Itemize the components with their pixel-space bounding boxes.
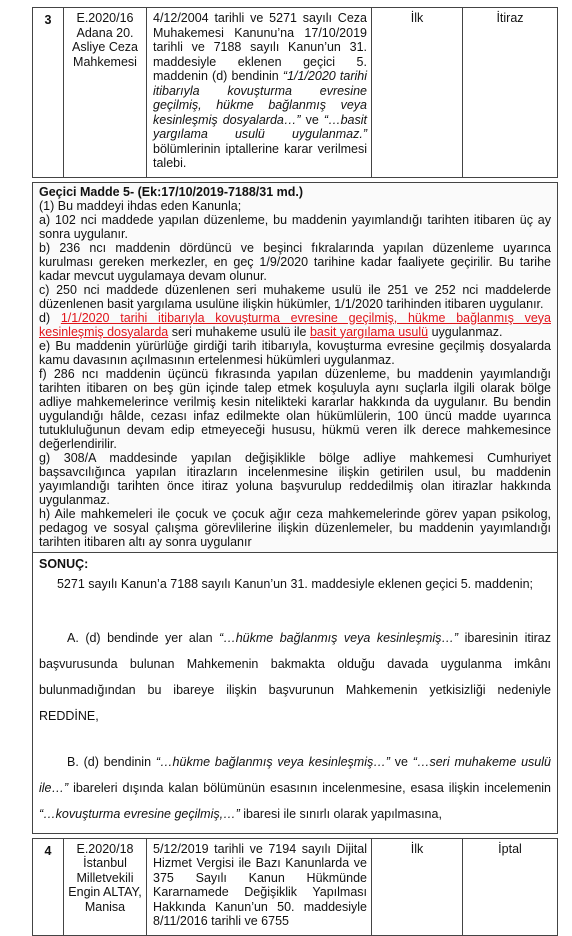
desc-text: bölümlerinin iptallerine karar verilmesi talebi.	[153, 141, 367, 170]
article-item-d	[39, 311, 551, 339]
case-decision: İptal	[463, 838, 558, 935]
case-number: 3	[33, 8, 64, 178]
conclusion-section	[32, 553, 558, 834]
case-result: İlk	[372, 838, 463, 935]
case-court: E.2020/18 İstanbul Milletvekili Engin ALTAY, Manisa	[64, 838, 147, 935]
document-page	[32, 7, 558, 936]
conclusion-heading: SONUÇ:	[39, 556, 89, 571]
case-row-4	[32, 838, 558, 936]
case-number: 4	[33, 838, 64, 935]
article-item-g: g) 308/A maddesinde yapılan değişiklikle bölge adliye mahkemesi Cumhuriyet başsavcılığınca yapılan itirazların incelenmesine ilişkin getirilen usul, bu maddenin yayımlandığı tarihten önce itiraz yoluna başvurulup reddedilmiş olan itirazlar hakkında uygulanmaz.	[39, 450, 551, 507]
case-description: 5/12/2019 tarihli ve 7194 sayılı Dijital Hizmet Vergisi ile Bazı Kanunlarda ve 375 Sayılı Kanun Hükmünde Kararnamede Değişiklik Yapılması Hakkında Kanun’un 50. maddesiyle 8/11/2016 tarihli ve 6755	[147, 838, 372, 935]
conclusion-text: B. (d) bendinin	[67, 754, 156, 769]
item-d-text: uygulanmaz.	[428, 324, 503, 339]
highlighted-text: basit yargılama usulü	[309, 324, 429, 339]
article-item-f: f) 286 ncı maddenin üçüncü fıkrasında yapılan düzenleme, bu maddenin yayımlandığı tarihten itibaren on beş gün içinde talep etmek koşuluyla aynı suçlarla ilgili olarak bölge adliye mahkemelerince verilmiş kesin nitelikteki kararlar hakkında da uygulanır. Bu bendin uygulandığı hâlde, cezası infaz edilmekte olan hükümlülerin, 100 üncü madde uyarınca tutukluluğunun devam edip etmeyeceği hususu, hükmü veren ilk derece mahkemesince değerlendirilir.	[39, 366, 551, 451]
case-court: E.2020/16 Adana 20. Asliye Ceza Mahkemesi	[64, 8, 147, 178]
desc-quote: “…basit yargılama usulü uygulanmaz.”	[153, 112, 367, 141]
item-d-label: d)	[39, 310, 61, 325]
desc-text: ve	[300, 112, 324, 127]
article-item-c: c) 250 nci maddede düzenlenen seri muhakeme usulü ile 251 ve 252 nci maddelerde düzenlenen basit yargılama usulüne ilişkin hükümler, 1/1/2020 tarihinden itibaren uygulanır.	[39, 282, 551, 311]
case-row-3	[32, 7, 558, 178]
article-title: Geçici Madde 5- (Ek:17/10/2019-7188/31 md.)	[39, 184, 304, 199]
conclusion-text: ibaresi ile sınırlı olarak yapılmasına,	[239, 806, 442, 821]
article-text	[32, 182, 558, 553]
case-description	[147, 8, 372, 178]
conclusion-quote: “…hükme bağlanmış veya kesinleşmiş…”	[219, 630, 459, 645]
conclusion-text: ve	[389, 754, 413, 769]
desc-text: 4/12/2004 tarihli ve 5271 sayılı Ceza Muhakemesi Kanunu’na 17/10/2019 tarihli ve 7188 sayılı Kanun’un 31. maddesiyle eklenen geçici 5. maddenin (d) bendinin	[153, 11, 367, 83]
article-item-a: a) 102 nci maddede yapılan düzenleme, bu maddenin yayımlandığı tarihten itibaren üç ay sonra uygulanır.	[39, 212, 551, 241]
article-item-e: e) Bu maddenin yürürlüğe girdiği tarih itibarıyla, kovuşturma evresine geçilmiş dosyalarda kamu davasının açılmasının ertelenmesi hükümleri uygulanmaz.	[39, 338, 551, 367]
highlighted-text: 1/1/2020 tarihi itibarıyla kovuşturma evresine geçilmiş, hükme bağlanmış veya kesinleşmiş dosyalarda	[39, 310, 551, 339]
item-d-text: seri muhakeme usulü ile	[168, 324, 310, 339]
article-item-b: b) 236 ncı maddenin dördüncü ve beşinci fıkralarında yapılan düzenleme uyarınca kurulması gereken merkezler, en geç 1/9/2020 tarihine kadar faaliyete geçirilir. Bu tarihe kadar mevcut uygulamaya devam olunur.	[39, 240, 551, 283]
conclusion-intro: 5271 sayılı Kanun’a 7188 sayılı Kanun’un 31. maddesiyle eklenen geçici 5. maddenin;	[56, 576, 533, 591]
conclusion-quote: “…hükme bağlanmış veya kesinleşmiş…”	[155, 754, 390, 769]
conclusion-text: ibareleri dışında kalan bölümünün esasının incelenmesine, esasa ilişkin incelemenin	[68, 780, 551, 795]
conclusion-text: A. (d) bendinde yer alan	[67, 630, 220, 645]
conclusion-text: ibaresinin itiraz başvurusunda bulunan Mahkemenin bakmakta olduğu davada uygulanma imkânı bulunmadığından bu ibareye ilişkin başvurunun Mahkemenin yetkisizliği nedeniyle REDDİNE,	[39, 630, 551, 723]
article-item-h: h) Aile mahkemeleri ile çocuk ve çocuk ağır ceza mahkemelerinde görev yapan psikolog, pedagog ve sosyal çalışma görevlilerine ilişkin düzenlemeler, bu maddenin yayımlandığı tarihten itibaren altı ay sonra uygulanır	[39, 506, 551, 549]
conclusion-quote: “…kovuşturma evresine geçilmiş,…”	[39, 806, 240, 821]
case-decision: İtiraz	[463, 8, 558, 178]
conclusion-quote: “…seri muhakeme usulü ile…”	[39, 754, 551, 795]
conclusion-item-a	[39, 625, 551, 729]
conclusion-item-b	[39, 749, 551, 827]
case-result: İlk	[372, 8, 463, 178]
desc-quote: “1/1/2020 tarihi itibarıyla kovuşturma evresine geçilmiş, hükme bağlanmış veya kesinleşmiş dosyalarda…”	[153, 69, 367, 127]
article-paragraph: (1) Bu maddeyi ihdas eden Kanunla;	[39, 198, 242, 213]
